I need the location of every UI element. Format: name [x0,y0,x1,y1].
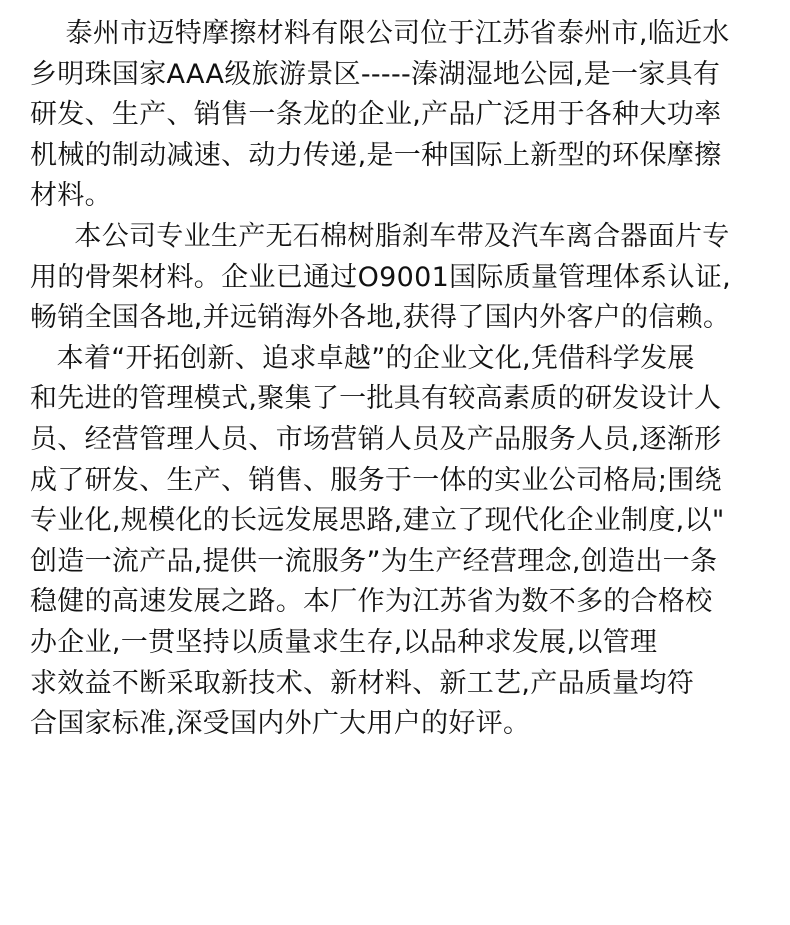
text-line: 创造一流产品,提供一流服务”为生产经营理念,创造出一条 [30,545,718,577]
text-line: 材料。 [30,180,112,212]
text-line: 办企业,一贯坚持以质量求生存,以品种求发展,以管理 [30,626,658,658]
text-line: 成了研发、生产、销售、服务于一体的实业公司格局;围绕 [30,464,722,496]
paragraph-company-location [30,14,770,217]
paragraph-products [30,217,770,339]
text-line: 机械的制动减速、动力传递,是一种国际上新型的环保摩擦 [30,139,722,171]
text-line: 专业化,规模化的长远发展思路,建立了现代化企业制度,以" [30,505,725,537]
text-line: 畅销全国各地,并远销海外各地,获得了国内外客户的信赖。 [30,302,731,334]
text-line: 和先进的管理模式,聚集了一批具有较高素质的研发设计人 [30,383,722,415]
text-line: 乡明珠国家AAA级旅游景区-----溱湖湿地公园,是一家具有 [30,58,721,90]
text-line: 用的骨架材料。企业已通过O9001国际质量管理体系认证, [30,261,731,293]
text-line: 泰州市迈特摩擦材料有限公司位于江苏省泰州市,临近水 [30,18,730,49]
text-line: 本公司专业生产无石棉树脂刹车带及汽车离合器面片专 [30,220,730,252]
text-line: 求效益不断采取新技术、新材料、新工艺,产品质量均符 [30,667,695,699]
text-line: 员、经营管理人员、市场营销人员及产品服务人员,逐渐形 [30,423,722,455]
text-line: 稳健的高速发展之路。本厂作为江苏省为数不多的合格校 [30,586,713,618]
paragraph-culture [30,339,770,745]
text-line: 研发、生产、销售一条龙的企业,产品广泛用于各种大功率 [30,99,722,131]
company-introduction-text [30,14,770,745]
text-line: 合国家标准,深受国内外广大用户的好评。 [30,708,531,740]
text-line: 本着“开拓创新、追求卓越”的企业文化,凭借科学发展 [30,342,695,374]
